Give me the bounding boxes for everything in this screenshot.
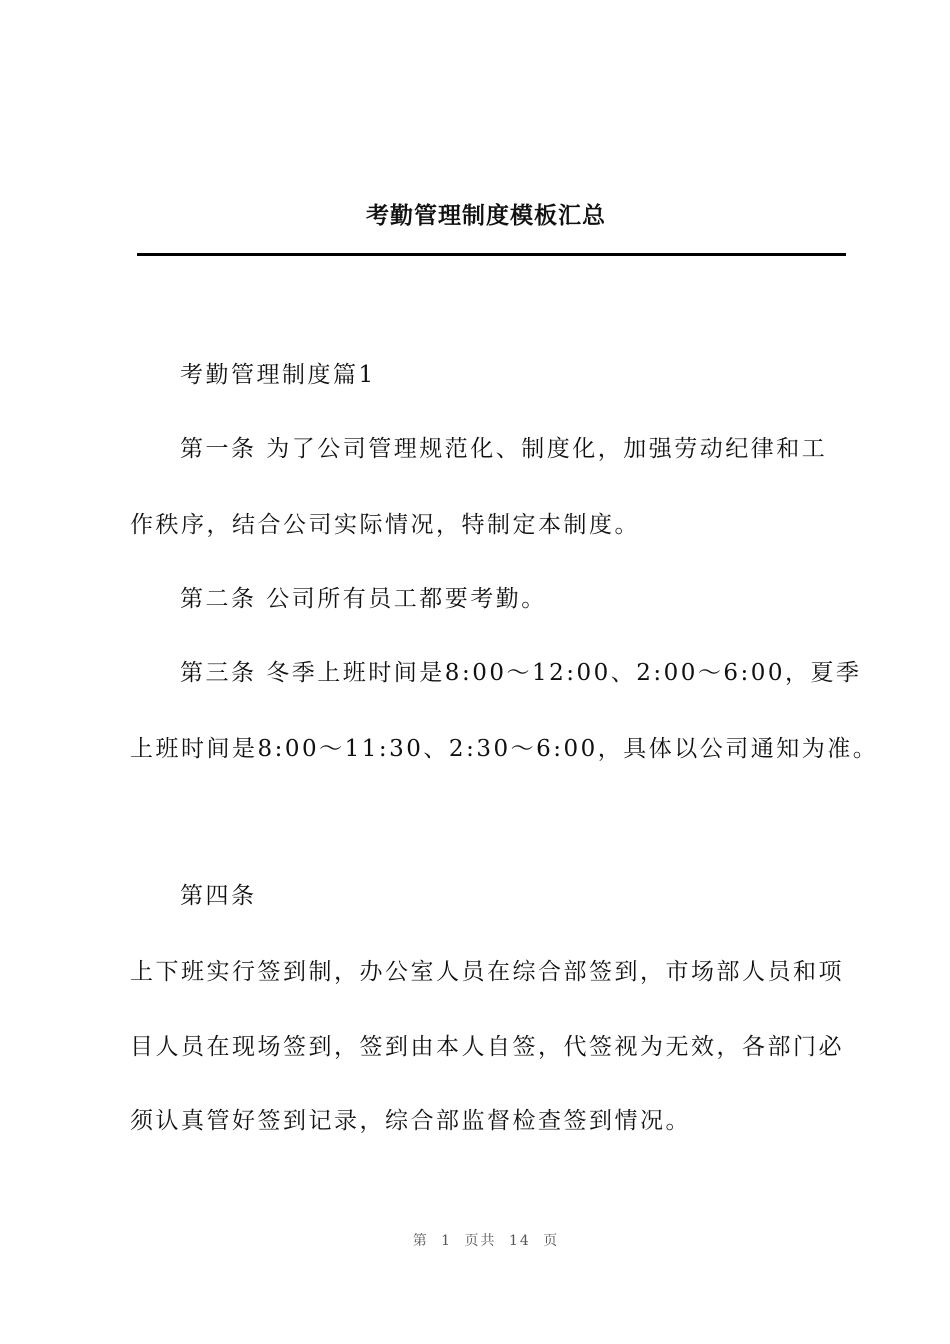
section-heading: 考勤管理制度篇1: [180, 362, 376, 388]
paragraph-line: 第二条 公司所有员工都要考勤。: [180, 586, 547, 612]
page-number-footer: 第 1 页共 14 页: [412, 1233, 560, 1249]
document-title: 考勤管理制度模板汇总: [366, 203, 606, 229]
paragraph-line: 第三条 冬季上班时间是8:00～12:00、2:00～6:00，夏季: [180, 660, 862, 686]
paragraph-line: 上下班实行签到制，办公室人员在综合部签到，市场部人员和项: [130, 959, 844, 985]
paragraph-line: 第一条 为了公司管理规范化、制度化，加强劳动纪律和工: [180, 436, 828, 462]
paragraph-line: 目人员在现场签到，签到由本人自签，代签视为无效，各部门必: [130, 1034, 844, 1060]
paragraph-line: 第四条: [180, 883, 257, 909]
title-underline: [137, 253, 846, 256]
paragraph-line: 须认真管好签到记录，综合部监督检查签到情况。: [130, 1108, 691, 1134]
paragraph-line: 上班时间是8:00～11:30、2:30～6:00，具体以公司通知为准。: [130, 736, 879, 762]
paragraph-line: 作秩序，结合公司实际情况，特制定本制度。: [130, 512, 640, 538]
